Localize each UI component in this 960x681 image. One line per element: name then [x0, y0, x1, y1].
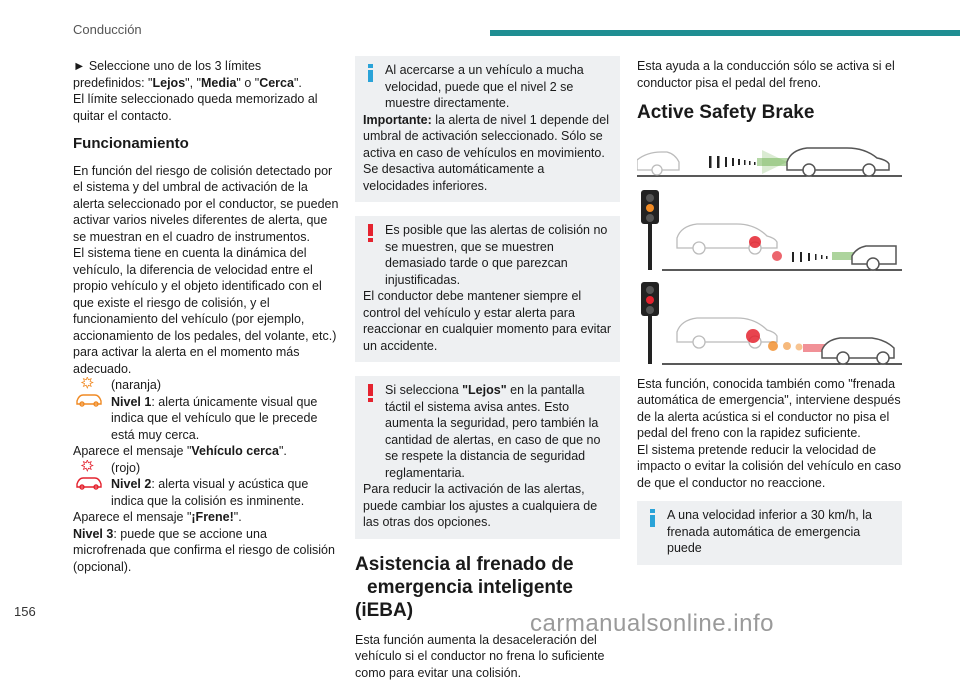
text-fragment: : alerta únicamente visual que indica que el vehículo que le precede está muy cerca. — [111, 395, 317, 442]
front-car-icon — [677, 224, 777, 254]
asb-note-text: A una velocidad inferior a 30 km/h, la frenada automática de emergencia puede — [645, 507, 894, 557]
warning-icon — [368, 384, 373, 402]
warning-icon — [368, 224, 373, 242]
alert-dot — [783, 342, 791, 350]
info-note-1 — [355, 56, 620, 202]
option-lejos: Lejos — [153, 76, 186, 90]
collision-alert-orange-icon — [73, 377, 105, 409]
lejos-label: "Lejos" — [462, 383, 507, 397]
level-3-description — [73, 526, 341, 576]
level-1-label: Nivel 1 — [111, 395, 151, 409]
distance-bars — [709, 156, 756, 168]
alert-dot — [772, 251, 782, 261]
warning-note-1 — [355, 216, 620, 362]
funcionamiento-heading: Funcionamiento — [73, 136, 341, 153]
front-car-icon — [677, 318, 777, 348]
info-icon — [650, 509, 655, 525]
level-1-message-text: Vehículo cerca — [191, 444, 279, 458]
text-fragment: predefinidos: " — [73, 76, 153, 90]
heading-line-3: (iEBA) — [355, 599, 620, 622]
active-safety-brake-heading: Active Safety Brake — [637, 105, 902, 122]
traffic-light-icon — [641, 190, 659, 270]
note-1-line-2 — [363, 112, 612, 162]
column-right — [637, 58, 902, 579]
important-label: Importante: — [363, 113, 432, 127]
text-fragment: la alerta de nivel 1 depende del umbral de activación seleccionado. Sólo se activa en caso de vehículos en movimiento. — [363, 113, 609, 160]
text-fragment: ". — [234, 510, 242, 524]
intro-text: Esta ayuda a la conducción sólo se activa si el conductor pisa el pedal del freno. — [637, 58, 902, 91]
intro-line-3: El límite seleccionado queda memorizado al quitar el contacto. — [73, 91, 341, 124]
option-cerca: Cerca — [259, 76, 294, 90]
page-number: 156 — [14, 604, 36, 619]
level-2-block — [73, 460, 341, 510]
text-fragment: Aparece el mensaje " — [73, 444, 191, 458]
section-title: Conducción — [73, 22, 142, 37]
level-1-color: (naranja) — [111, 377, 341, 394]
rear-car-icon — [852, 246, 896, 270]
level-2-message — [73, 509, 341, 526]
level-1-alert-illustration — [637, 186, 902, 276]
note-1-line-3: Se desactiva automáticamente a velocidades inferiores. — [363, 161, 612, 194]
level-1-block — [73, 377, 341, 443]
column-middle — [355, 56, 620, 681]
heading-line-2: emergencia inteligente — [355, 576, 620, 599]
note-3-line-1 — [363, 382, 612, 481]
text-fragment: ", " — [185, 76, 201, 90]
info-note-asb — [637, 501, 902, 565]
level-1-description — [111, 394, 341, 444]
text-fragment: : puede que se accione una microfrenada que confirma el riesgo de colisión (opcional). — [73, 527, 335, 574]
note-3-line-2: Para reducir la activación de las alertas, puede cambiar los ajustes a cualquiera de las otras dos opciones. — [363, 481, 612, 531]
level-2-message-text: ¡Frene! — [191, 510, 233, 524]
option-media: Media — [201, 76, 236, 90]
brake-light — [746, 329, 760, 343]
note-2-line-2: El conductor debe mantener siempre el control del vehículo y estar alerta para reaccionar en cualquier momento para evitar un accidente. — [363, 288, 612, 354]
asb-paragraph-2: El sistema pretende reducir la velocidad de impacto o evitar la colisión del vehículo en caso de que el conductor no reaccione. — [637, 442, 902, 492]
text-fragment: Si selecciona — [385, 383, 462, 397]
level-2-alert-illustration — [637, 280, 902, 370]
header-accent-bar — [490, 30, 960, 36]
collision-alert-red-icon — [73, 460, 105, 492]
level-2-label: Nivel 2 — [111, 477, 151, 491]
level-2-description — [111, 476, 341, 509]
text-fragment: " o " — [236, 76, 259, 90]
traffic-light-icon — [641, 282, 659, 364]
asb-paragraph-1: Esta función, conocida también como "frenada automática de emergencia", interviene después de la alerta acústica si el conductor no pisa el pedal del freno con la rapidez suficiente. — [637, 376, 902, 442]
following-distance-illustration — [637, 132, 902, 182]
text-fragment: : alerta visual y acústica que indica que la colisión es inminente. — [111, 477, 308, 508]
intro-line-1: ► Seleccione uno de los 3 límites — [73, 58, 341, 75]
level-1-message — [73, 443, 341, 460]
text-fragment: Aparece el mensaje " — [73, 510, 191, 524]
info-icon — [368, 64, 373, 80]
funcionamiento-paragraph-1: En función del riesgo de colisión detectado por el sistema y del umbral de activación de la alerta seleccionado por el conductor, se pueden activar varios niveles diferentes de alerta, que se muestran en el cuadro de instrumentos. — [73, 163, 341, 246]
rear-car-icon — [822, 338, 894, 364]
funcionamiento-paragraph-2: El sistema tiene en cuenta la dinámica del vehículo, la diferencia de velocidad entre el propio vehículo y el objeto identificado con el que existe el riesgo de colisión, y el funcionamiento del vehículo (por ejemplo, accionamiento de los pedales, del volante, etc.) para activar la alerta en el momento más adecuado. — [73, 245, 341, 377]
text-fragment: ". — [279, 444, 287, 458]
front-car-icon — [787, 148, 889, 176]
rear-car-icon — [637, 152, 679, 175]
sensor-beam — [832, 252, 854, 260]
note-1-line-1: Al acercarse a un vehículo a mucha velocidad, puede que el nivel 2 se muestre directamente. — [363, 62, 612, 112]
note-2-line-1: Es posible que las alertas de colisión no se muestren, que se muestren demasiado tarde o que parezcan injustificadas. — [363, 222, 612, 288]
warning-note-2 — [355, 376, 620, 539]
column-left — [73, 58, 341, 575]
level-3-label: Nivel 3 — [73, 527, 113, 541]
heading-line-1: Asistencia al frenado de — [355, 553, 620, 576]
text-fragment: ". — [294, 76, 302, 90]
watermark: carmanualsonline.info — [530, 610, 774, 638]
alert-dot — [768, 341, 778, 351]
brake-light — [749, 236, 761, 248]
alert-dot — [796, 343, 803, 350]
text-fragment: en la pantalla táctil el sistema avisa antes. Esto aumenta la seguridad, pero también la cantidad de alertas, en caso de que no se respete la distancia de seguridad reglamentaria. — [385, 383, 600, 480]
ieba-body: Esta función aumenta la desaceleración del vehículo si el conductor no frena lo suficiente como para evitar una colisión. — [355, 632, 620, 681]
intro-line-2 — [73, 75, 341, 92]
distance-bars — [792, 252, 828, 262]
level-2-color: (rojo) — [111, 460, 341, 477]
